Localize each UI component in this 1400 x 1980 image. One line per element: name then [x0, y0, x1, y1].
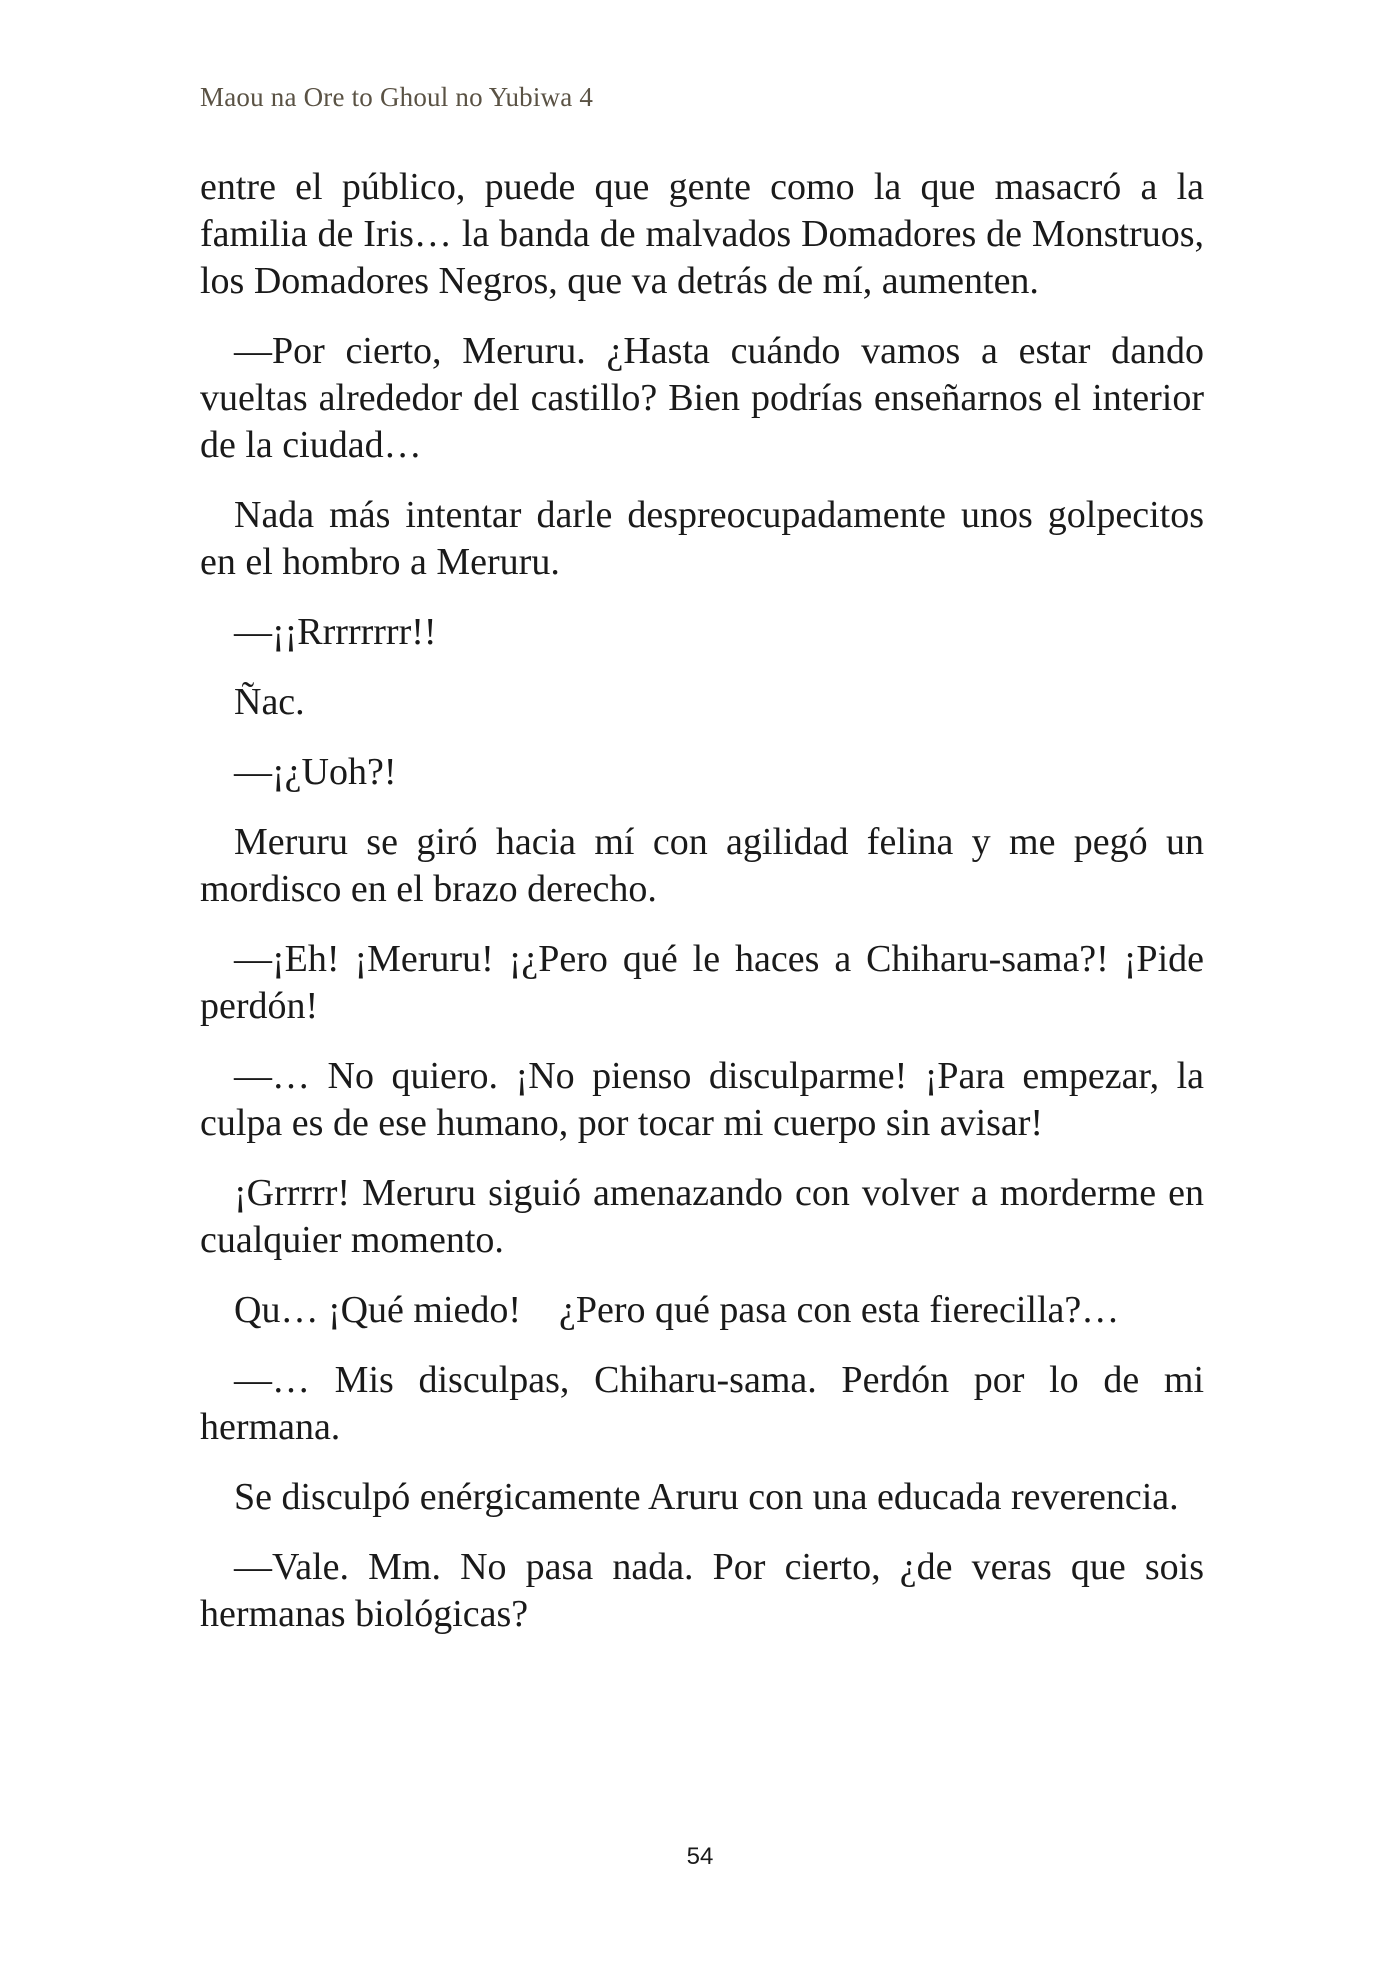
paragraph: —Por cierto, Meruru. ¿Hasta cuándo vamos a estar dando vueltas alrededor del castillo? Bien podrías enseñarnos el interior de la ciudad…	[200, 330, 1204, 466]
paragraph: Meruru se giró hacia mí con agilidad felina y me pegó un mordisco en el brazo derecho.	[200, 821, 1204, 910]
paragraph: —¡¿Uoh?!	[234, 751, 397, 793]
paragraph: Se disculpó enérgicamente Aruru con una educada reverencia.	[234, 1476, 1179, 1518]
paragraph: —¡¡Rrrrrrrr!!	[234, 611, 437, 653]
paragraph: ¡Grrrrr! Meruru siguió amenazando con volver a morderme en cualquier momento.	[200, 1172, 1204, 1261]
paragraph: Qu… ¡Qué miedo! ¿Pero qué pasa con esta fierecilla?…	[234, 1289, 1120, 1331]
paragraph: entre el público, puede que gente como la que masacró a la familia de Iris… la banda de malvados Domadores de Monstruos, los Domadores Negros, que va detrás de mí, aumenten.	[200, 166, 1204, 302]
paragraph: —¡Eh! ¡Meruru! ¡¿Pero qué le haces a Chiharu-sama?! ¡Pide perdón!	[200, 938, 1204, 1027]
paragraph: —… No quiero. ¡No pienso disculparme! ¡Para empezar, la culpa es de ese humano, por tocar mi cuerpo sin avisar!	[200, 1055, 1204, 1144]
running-header: Maou na Ore to Ghoul no Yubiwa 4	[200, 82, 594, 112]
paragraph: Ñac.	[234, 681, 305, 723]
body-text	[200, 164, 1204, 1661]
paragraph: —Vale. Mm. No pasa nada. Por cierto, ¿de veras que sois hermanas biológicas?	[200, 1546, 1204, 1635]
paragraph: Nada más intentar darle despreocupadamente unos golpecitos en el hombro a Meruru.	[200, 494, 1204, 583]
page-number: 54	[686, 1843, 714, 1870]
paragraph: —… Mis disculpas, Chiharu-sama. Perdón por lo de mi hermana.	[200, 1359, 1204, 1448]
